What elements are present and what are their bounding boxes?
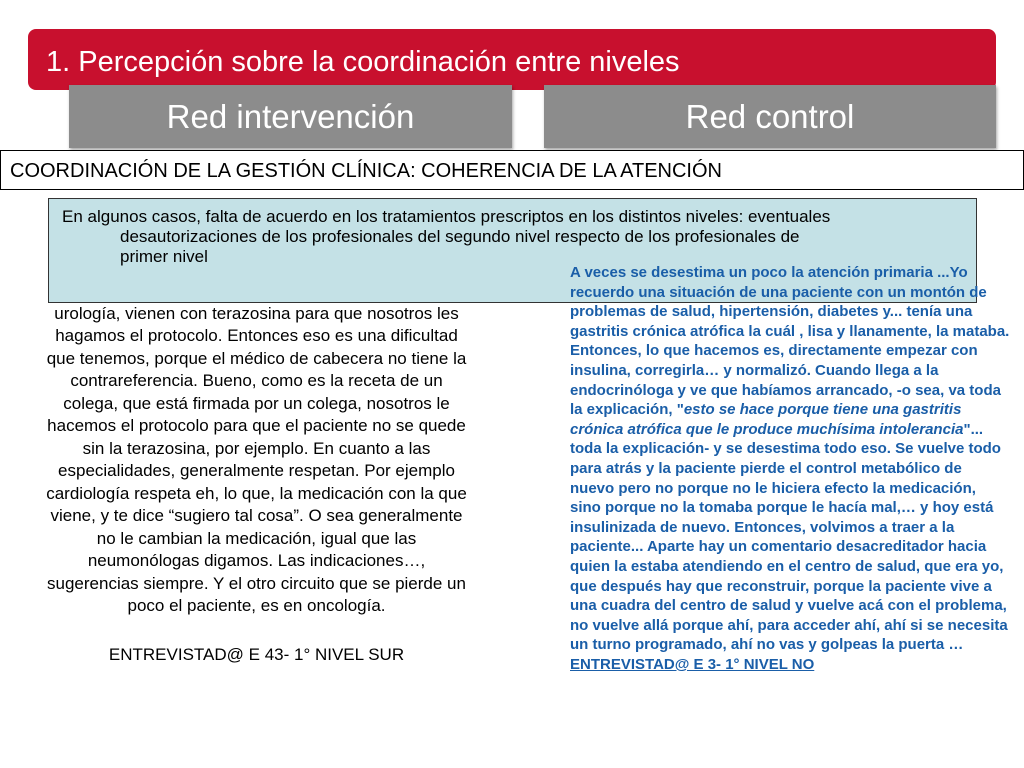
left-quote-line: viene, y te dice “sugiero tal cosa”. O sea generalmente: [50, 506, 463, 525]
left-quote-line: no le cambian la medicación, igual que las: [96, 528, 417, 548]
callout-line: desautorizaciones de los profesionales del segundo nivel respecto de los profesionales de: [120, 227, 800, 246]
left-quote-line: cardiología respeta eh, lo que, la medicación con la que: [46, 483, 467, 503]
left-quote-line: que tenemos, porque el médico de cabecera no tiene la: [46, 348, 467, 368]
left-quote-line: especialidades, generalmente respetan. Por ejemplo: [58, 461, 455, 480]
slide-title: 1. Percepción sobre la coordinación entre niveles: [46, 46, 680, 78]
right-quote-italic: esto se hace porque tiene una gastritis crónica atrófica que le produce muchísima intolerancia: [570, 401, 964, 438]
right-quote-citation: ENTREVISTAD@ E 3- 1° NIVEL NO: [570, 655, 815, 673]
tab-red-control[interactable]: Red control: [544, 85, 996, 148]
left-quote-line: contrareferencia. Bueno, como es la receta de un: [70, 371, 443, 390]
callout-line: primer nivel: [120, 247, 208, 266]
section-heading: COORDINACIÓN DE LA GESTIÓN CLÍNICA: COHERENCIA DE LA ATENCIÓN: [10, 160, 722, 182]
left-quote: [5, 280, 508, 618]
right-quote: [570, 263, 1010, 674]
left-quote-citation: ENTREVISTAD@ E 43- 1° NIVEL SUR: [108, 645, 405, 664]
right-quote-text: A veces se desestima un poco la atención primaria ...Yo recuerdo una situación de una paciente con un montón de problemas de salud, hipertensión, diabetes y... tenía una gastritis crónica atrófica la cuál , lisa y llanamente, la mataba. Entonces, lo que hacemos es, directamente empezar con insulina, corregirla… y normalizó. Cuando llega a la endocrinóloga y ve que habíamos arrancado, -o sea, va toda la explicación, ": [570, 264, 1010, 419]
left-quote-line: sugerencias siempre. Y el otro circuito que se pierde un: [47, 573, 466, 593]
right-quote-text: "... toda la explicación- y se desestima todo eso. Se vuelve todo para atrás y la paciente pierde el control metabólico de nuevo pero no porque no le hiciera efecto la medicación, sino porque no la tomaba porque le hacía mal,… y hoy está insulinizada de nuevo. Entonces, volvimos a traer a la paciente... Aparte hay un comentario desacreditador hacia quien la estaba atendiendo en el centro de salud, que era yo, que después hay que reconstruir, porque la paciente vive a una cuadra del centro de salud y vuelve acá con el problema, no vuelve allá porque ahí, para acceder ahí, ahí si se necesita un turno programado, ahí no vas y golpeas la puerta …: [570, 420, 1008, 654]
left-quote-line: urología, vienen con terazosina para que nosotros les: [54, 303, 459, 323]
callout-line: En algunos casos, falta de acuerdo en los tratamientos prescriptos en los distintos niveles: eventuales: [62, 207, 831, 226]
left-quote-line: sin la terazosina, por ejemplo. En cuanto a las: [82, 438, 431, 458]
left-quote-line: hagamos el protocolo. Entonces eso es una dificultad: [55, 326, 458, 345]
left-quote-line: colega, que está firmada por un colega, nosotros le: [63, 393, 450, 413]
left-quote-line: hacemos el protocolo para que el paciente no se quede: [47, 416, 466, 435]
left-quote-line: neumonólogas digamos. Las indicaciones…,: [87, 551, 426, 570]
left-quote-line: poco el paciente, es en oncología.: [127, 596, 386, 615]
tab-red-intervencion[interactable]: Red intervención: [69, 85, 512, 148]
callout-text: [62, 207, 967, 267]
